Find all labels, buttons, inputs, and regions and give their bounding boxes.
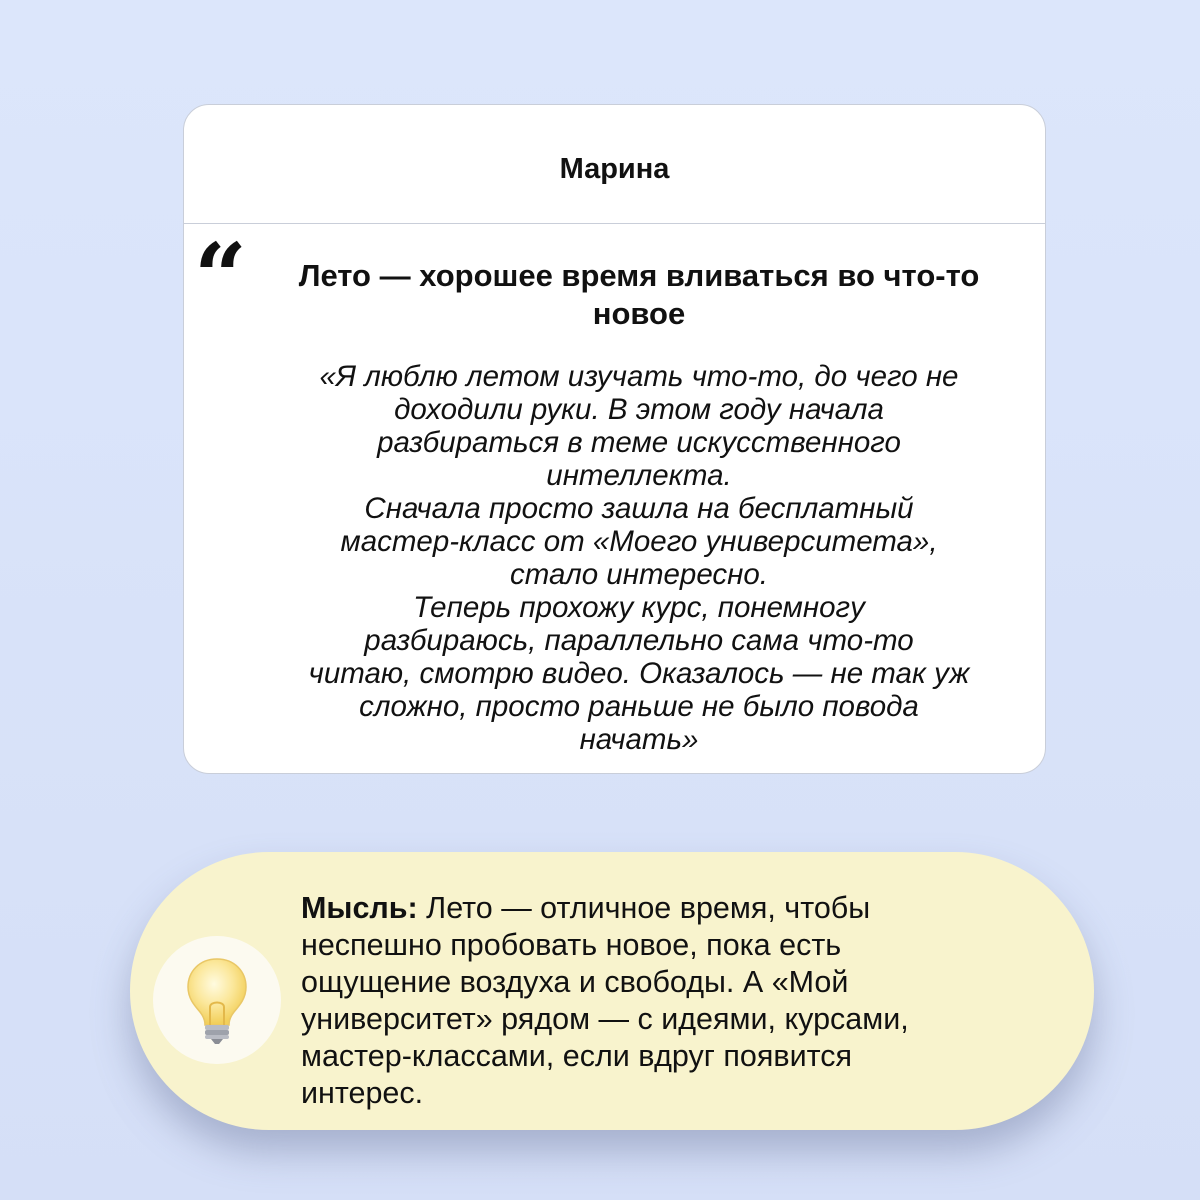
quote-line: Теперь прохожу курс, понемногу: [413, 591, 865, 624]
thought-label: Мысль:: [301, 891, 418, 925]
quote-line: сложно, просто раньше не было повода: [359, 690, 919, 723]
quote-line: доходили руки. В этом году начала: [394, 393, 884, 426]
quote-line: разбираться в теме искусственного: [377, 426, 901, 459]
quote-line: «Я люблю летом изучать что-то, до чего не: [319, 360, 959, 393]
quote-body: [244, 360, 1034, 756]
thought-line: университет» рядом — с идеями, курсами,: [301, 1002, 909, 1036]
thought-line: мастер-классами, если вдруг появится: [301, 1039, 853, 1073]
thought-line: ощущение воздуха и свободы. А «Мой: [301, 965, 849, 999]
quote-mark-icon: “: [194, 223, 247, 331]
thought-line: неспешно пробовать новое, пока есть: [301, 928, 842, 962]
testimonial-card: [183, 104, 1046, 774]
headline-line: Лето — хорошее время вливаться во что-то: [298, 258, 980, 293]
quote-line: читаю, смотрю видео. Оказалось — не так уж: [308, 657, 970, 690]
quote-headline: [244, 257, 1034, 333]
headline-line: новое: [592, 296, 686, 331]
thought-line: [301, 890, 1071, 927]
thought-text: [301, 890, 1071, 1112]
lightbulb-badge: [153, 936, 281, 1064]
quote-line: начать»: [579, 723, 699, 756]
author-name: Марина: [559, 152, 670, 185]
quote-line: интеллекта.: [546, 459, 732, 492]
quote-line: мастер-класс от «Моего университета»,: [340, 525, 938, 558]
quote-line: стало интересно.: [510, 558, 768, 591]
quote-line: разбираюсь, параллельно сама что-то: [364, 624, 914, 657]
lightbulb-icon: [182, 955, 252, 1045]
thought-line: интерес.: [301, 1076, 424, 1110]
thought-callout: [130, 852, 1094, 1130]
card-header: [184, 105, 1045, 224]
quote-line: Сначала просто зашла на бесплатный: [364, 492, 914, 525]
thought-first-line: Лето — отличное время, чтобы: [417, 891, 871, 925]
